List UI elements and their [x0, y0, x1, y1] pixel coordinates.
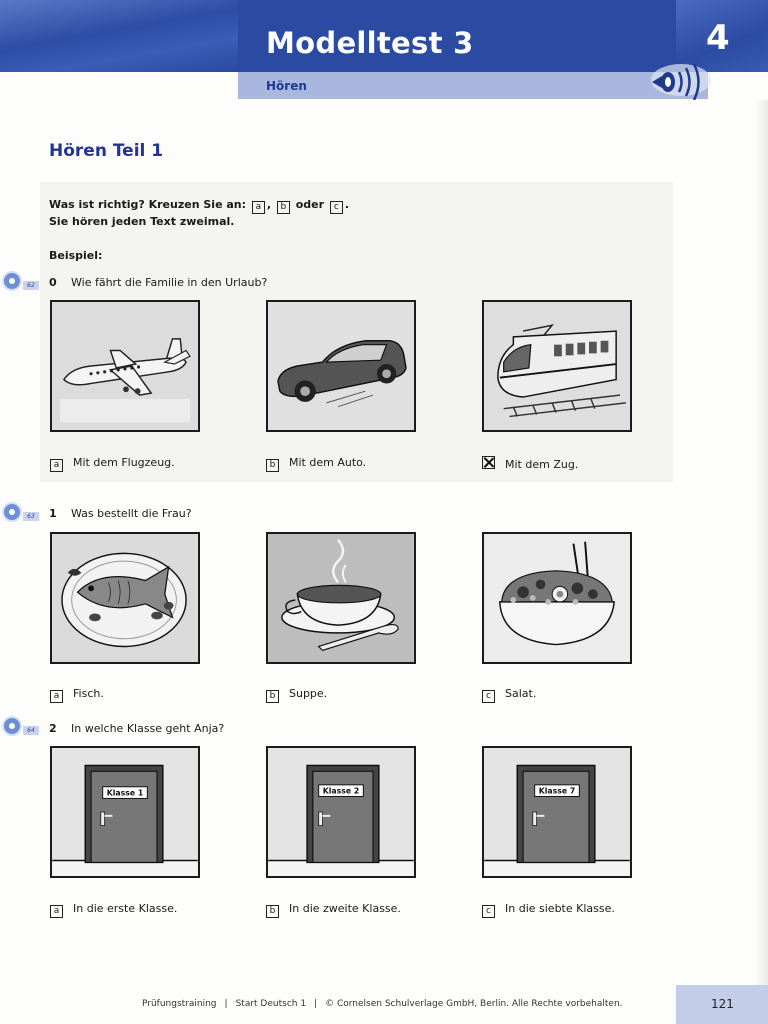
- train-image[interactable]: [482, 300, 632, 432]
- option-0-a[interactable]: [50, 456, 175, 472]
- footer-book: Start Deutsch 1: [235, 999, 307, 1009]
- instruction-period: .: [344, 198, 350, 211]
- option-text: Mit dem Flugzeug.: [73, 456, 175, 469]
- checkbox-b[interactable]: b: [266, 690, 279, 703]
- option-text: In die erste Klasse.: [73, 902, 178, 915]
- question-number: 1: [49, 507, 57, 520]
- page-title: Modelltest 3: [266, 26, 474, 60]
- instruction-separator: ,: [266, 198, 272, 211]
- option-0-b[interactable]: [266, 456, 366, 472]
- option-2-c[interactable]: [482, 902, 615, 918]
- airplane-image[interactable]: [50, 300, 200, 432]
- option-text: Salat.: [505, 687, 537, 700]
- option-1-b[interactable]: [266, 687, 327, 703]
- subtitle-bar: [238, 72, 708, 99]
- footer-separator: |: [314, 999, 318, 1009]
- instruction-box-b: b: [277, 201, 290, 214]
- door-image-klasse-7[interactable]: [482, 746, 632, 878]
- page-spine-shadow: [754, 100, 768, 985]
- chapter-number: 4: [706, 18, 730, 58]
- option-text: In die siebte Klasse.: [505, 902, 615, 915]
- footer-series: Prüfungstraining: [142, 999, 217, 1009]
- footer-separator: |: [224, 999, 228, 1009]
- checkbox-b[interactable]: b: [266, 905, 279, 918]
- car-image[interactable]: [266, 300, 416, 432]
- instruction-or: oder: [295, 198, 325, 211]
- instruction-prefix: Was ist richtig? Kreuzen Sie an:: [49, 198, 247, 211]
- checkbox-a[interactable]: a: [50, 905, 63, 918]
- option-text: Fisch.: [73, 687, 104, 700]
- question-number: 2: [49, 722, 57, 735]
- track-number: 63: [23, 512, 39, 521]
- subtitle-label: Hören: [266, 79, 307, 93]
- track-number: 64: [23, 726, 39, 735]
- instruction-box-c: c: [330, 201, 343, 214]
- option-2-a[interactable]: [50, 902, 177, 918]
- cd-icon: [2, 716, 22, 736]
- checkbox-c[interactable]: c: [482, 905, 495, 918]
- instruction-line-2: Sie hören jeden Text zweimal.: [49, 215, 235, 228]
- option-text: Mit dem Zug.: [505, 458, 579, 471]
- track-number: 62: [23, 281, 39, 290]
- door-sign: Klasse 7: [538, 786, 576, 796]
- option-text: Mit dem Auto.: [289, 456, 367, 469]
- door-image-klasse-1[interactable]: [50, 746, 200, 878]
- question-text: Was bestellt die Frau?: [71, 507, 192, 520]
- door-sign: Klasse 1: [106, 788, 144, 798]
- question-2: [49, 722, 224, 735]
- question-1: [49, 507, 192, 520]
- checkbox-c-checked[interactable]: [482, 456, 495, 469]
- page-number: 121: [711, 997, 734, 1011]
- footer-copyright: © Cornelsen Schulverlage GmbH, Berlin. Alle Rechte vorbehalten.: [325, 999, 623, 1009]
- example-label: Beispiel:: [49, 249, 103, 262]
- option-text: Suppe.: [289, 687, 328, 700]
- checkbox-c[interactable]: c: [482, 690, 495, 703]
- section-title: Hören Teil 1: [49, 141, 164, 161]
- soup-image[interactable]: [266, 532, 416, 664]
- question-text: In welche Klasse geht Anja?: [71, 722, 225, 735]
- door-image-klasse-2[interactable]: [266, 746, 416, 878]
- instruction-line-1: [49, 198, 349, 214]
- option-1-c[interactable]: [482, 687, 536, 703]
- checkbox-b[interactable]: b: [266, 459, 279, 472]
- header-band-left: [0, 0, 238, 72]
- cd-icon: [2, 271, 22, 291]
- checkbox-a[interactable]: a: [50, 690, 63, 703]
- question-0: [49, 276, 267, 289]
- option-0-c[interactable]: [482, 456, 578, 471]
- instruction-box-a: a: [252, 201, 265, 214]
- door-sign: Klasse 2: [322, 786, 360, 796]
- option-text: In die zweite Klasse.: [289, 902, 401, 915]
- speaker-icon: [646, 58, 716, 100]
- footer: [142, 999, 623, 1009]
- salad-image[interactable]: [482, 532, 632, 664]
- checkbox-a[interactable]: a: [50, 459, 63, 472]
- cd-icon: [2, 502, 22, 522]
- question-text: Wie fährt die Familie in den Urlaub?: [71, 276, 268, 289]
- fish-image[interactable]: [50, 532, 200, 664]
- option-2-b[interactable]: [266, 902, 401, 918]
- option-1-a[interactable]: [50, 687, 104, 703]
- question-number: 0: [49, 276, 57, 289]
